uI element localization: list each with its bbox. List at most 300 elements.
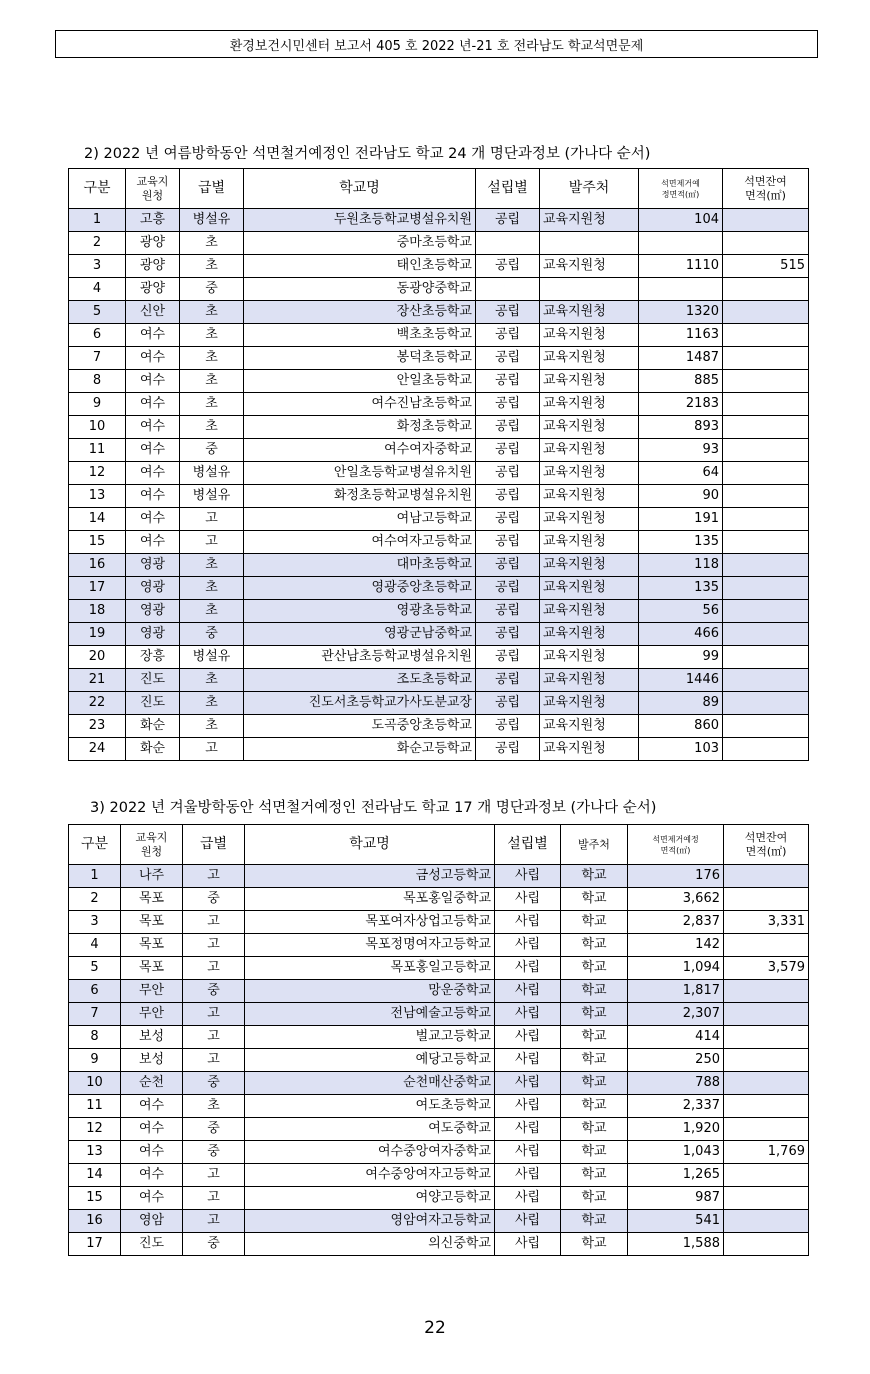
cell-no: 3 [69, 255, 126, 278]
cell-grade: 고 [183, 1049, 245, 1072]
cell-grade: 고 [183, 1164, 245, 1187]
cell-remain: 1,769 [724, 1141, 809, 1164]
cell-area: 2183 [639, 393, 723, 416]
cell-office: 여수 [126, 416, 180, 439]
cell-no: 10 [69, 416, 126, 439]
cell-type: 사립 [495, 1187, 561, 1210]
cell-no: 5 [69, 301, 126, 324]
cell-remain [723, 531, 809, 554]
cell-school: 화순고등학교 [244, 738, 476, 761]
cell-remain [724, 1026, 809, 1049]
cell-area: 1,588 [628, 1233, 724, 1256]
col-client-header: 발주처 [561, 825, 628, 865]
table-row [69, 646, 809, 669]
col-grade-header: 급별 [183, 825, 245, 865]
cell-school: 전남예술고등학교 [245, 1003, 495, 1026]
cell-type: 사립 [495, 934, 561, 957]
cell-school: 여남고등학교 [244, 508, 476, 531]
cell-client [540, 232, 639, 255]
cell-area: 99 [639, 646, 723, 669]
cell-grade: 중 [183, 888, 245, 911]
cell-grade: 초 [180, 370, 244, 393]
cell-school: 벌교고등학교 [245, 1026, 495, 1049]
cell-remain [724, 865, 809, 888]
cell-client: 교육지원청 [540, 715, 639, 738]
cell-grade: 고 [183, 1026, 245, 1049]
cell-office: 보성 [121, 1026, 183, 1049]
cell-type: 사립 [495, 1072, 561, 1095]
cell-client: 학교 [561, 1187, 628, 1210]
cell-grade: 초 [180, 301, 244, 324]
cell-school: 망운중학교 [245, 980, 495, 1003]
cell-area: 2,337 [628, 1095, 724, 1118]
cell-type: 공립 [476, 669, 540, 692]
cell-grade: 고 [183, 1003, 245, 1026]
cell-grade: 고 [180, 738, 244, 761]
cell-no: 19 [69, 623, 126, 646]
table-row [69, 980, 809, 1003]
cell-school: 안일초등학교병설유치원 [244, 462, 476, 485]
table-row [69, 669, 809, 692]
cell-office: 화순 [126, 715, 180, 738]
cell-school: 장산초등학교 [244, 301, 476, 324]
cell-office: 여수 [121, 1141, 183, 1164]
cell-school: 여양고등학교 [245, 1187, 495, 1210]
cell-area: 90 [639, 485, 723, 508]
col-type-header: 설립별 [476, 169, 540, 209]
cell-client: 학교 [561, 980, 628, 1003]
cell-no: 12 [69, 462, 126, 485]
table-row [69, 485, 809, 508]
cell-area: 176 [628, 865, 724, 888]
cell-grade: 초 [180, 416, 244, 439]
cell-client: 학교 [561, 957, 628, 980]
cell-type: 사립 [495, 980, 561, 1003]
table-row [69, 554, 809, 577]
cell-area: 1,920 [628, 1118, 724, 1141]
cell-school: 여수여자중학교 [244, 439, 476, 462]
cell-office: 광양 [126, 255, 180, 278]
cell-no: 4 [69, 278, 126, 301]
cell-type: 공립 [476, 416, 540, 439]
cell-office: 고흥 [126, 209, 180, 232]
table-row [69, 278, 809, 301]
table-row [69, 1049, 809, 1072]
cell-no: 9 [69, 393, 126, 416]
cell-client: 학교 [561, 1003, 628, 1026]
cell-no: 7 [69, 1003, 121, 1026]
cell-remain [723, 577, 809, 600]
cell-school: 여도중학교 [245, 1118, 495, 1141]
cell-office: 여수 [126, 462, 180, 485]
cell-type: 공립 [476, 324, 540, 347]
cell-no: 3 [69, 911, 121, 934]
cell-grade: 초 [180, 232, 244, 255]
cell-grade: 고 [183, 911, 245, 934]
table-row [69, 393, 809, 416]
cell-client: 교육지원청 [540, 209, 639, 232]
cell-area: 414 [628, 1026, 724, 1049]
cell-school: 화정초등학교 [244, 416, 476, 439]
cell-school: 대마초등학교 [244, 554, 476, 577]
cell-remain [723, 646, 809, 669]
cell-client: 교육지원청 [540, 738, 639, 761]
cell-school: 영광중앙초등학교 [244, 577, 476, 600]
cell-client: 교육지원청 [540, 646, 639, 669]
cell-office: 여수 [121, 1118, 183, 1141]
cell-remain [723, 554, 809, 577]
cell-no: 11 [69, 439, 126, 462]
cell-school: 여도초등학교 [245, 1095, 495, 1118]
cell-type: 사립 [495, 1233, 561, 1256]
cell-type: 공립 [476, 255, 540, 278]
cell-no: 24 [69, 738, 126, 761]
cell-client: 학교 [561, 1164, 628, 1187]
cell-office: 목포 [121, 911, 183, 934]
cell-remain [723, 278, 809, 301]
table-row [69, 1095, 809, 1118]
table-row [69, 324, 809, 347]
table-row [69, 1164, 809, 1187]
cell-area: 89 [639, 692, 723, 715]
table-row [69, 888, 809, 911]
cell-school: 두원초등학교병설유치원 [244, 209, 476, 232]
cell-remain [723, 738, 809, 761]
cell-client: 학교 [561, 1095, 628, 1118]
cell-type: 공립 [476, 738, 540, 761]
cell-type: 공립 [476, 347, 540, 370]
cell-office: 장흥 [126, 646, 180, 669]
cell-area: 103 [639, 738, 723, 761]
cell-grade: 중 [180, 623, 244, 646]
cell-client: 학교 [561, 1210, 628, 1233]
table-row [69, 577, 809, 600]
cell-no: 12 [69, 1118, 121, 1141]
cell-remain: 3,579 [724, 957, 809, 980]
cell-school: 여수중앙여자고등학교 [245, 1164, 495, 1187]
cell-office: 여수 [126, 370, 180, 393]
cell-school: 태인초등학교 [244, 255, 476, 278]
cell-school: 순천매산중학교 [245, 1072, 495, 1095]
table-row [69, 531, 809, 554]
cell-grade: 초 [180, 255, 244, 278]
report-header-text: 환경보건시민센터 보고서 405 호 2022 년-21 호 전라남도 학교석면문제 [229, 38, 644, 54]
cell-no: 8 [69, 1026, 121, 1049]
table-row [69, 1233, 809, 1256]
col-remain-header: 석면잔여 면적(㎡) [723, 169, 809, 209]
cell-remain [723, 347, 809, 370]
cell-grade: 중 [183, 1072, 245, 1095]
cell-area: 250 [628, 1049, 724, 1072]
cell-area: 1,094 [628, 957, 724, 980]
table-row [69, 508, 809, 531]
cell-grade: 고 [183, 957, 245, 980]
cell-remain [723, 232, 809, 255]
cell-remain [724, 1210, 809, 1233]
cell-office: 영광 [126, 554, 180, 577]
cell-remain [723, 692, 809, 715]
cell-client: 교육지원청 [540, 439, 639, 462]
cell-office: 보성 [121, 1049, 183, 1072]
cell-client: 교육지원청 [540, 508, 639, 531]
cell-area: 135 [639, 531, 723, 554]
cell-type: 공립 [476, 600, 540, 623]
table-row [69, 209, 809, 232]
cell-no: 1 [69, 865, 121, 888]
cell-school: 관산남초등학교병설유치원 [244, 646, 476, 669]
table-row [69, 1072, 809, 1095]
cell-remain [723, 416, 809, 439]
cell-office: 목포 [121, 888, 183, 911]
cell-area: 788 [628, 1072, 724, 1095]
cell-grade: 고 [183, 865, 245, 888]
cell-school: 목포홍일고등학교 [245, 957, 495, 980]
cell-no: 15 [69, 1187, 121, 1210]
cell-office: 목포 [121, 957, 183, 980]
table-row [69, 416, 809, 439]
cell-no: 16 [69, 1210, 121, 1233]
col-office-header: 교육지 원청 [126, 169, 180, 209]
cell-client: 교육지원청 [540, 692, 639, 715]
cell-type: 공립 [476, 715, 540, 738]
cell-school: 목포홍일중학교 [245, 888, 495, 911]
cell-school: 봉덕초등학교 [244, 347, 476, 370]
table-row [69, 1187, 809, 1210]
cell-type: 사립 [495, 1049, 561, 1072]
summer-removal-table [68, 168, 809, 761]
cell-school: 중마초등학교 [244, 232, 476, 255]
cell-area: 893 [639, 416, 723, 439]
table-row [69, 865, 809, 888]
cell-grade: 병설유 [180, 209, 244, 232]
cell-client: 교육지원청 [540, 531, 639, 554]
cell-remain [723, 462, 809, 485]
cell-remain [724, 934, 809, 957]
cell-school: 여수중앙여자중학교 [245, 1141, 495, 1164]
cell-school: 화정초등학교병설유치원 [244, 485, 476, 508]
cell-remain [724, 1095, 809, 1118]
cell-grade: 중 [180, 439, 244, 462]
cell-office: 여수 [126, 485, 180, 508]
cell-school: 조도초등학교 [244, 669, 476, 692]
cell-no: 23 [69, 715, 126, 738]
cell-area [639, 278, 723, 301]
cell-remain: 3,331 [724, 911, 809, 934]
cell-grade: 초 [180, 324, 244, 347]
cell-remain [723, 370, 809, 393]
cell-office: 여수 [126, 324, 180, 347]
cell-remain [724, 1233, 809, 1256]
section3-title: 3) 2022 년 겨울방학동안 석면철거예정인 전라남도 학교 17 개 명단과정보 (가나다 순서) [90, 800, 657, 816]
cell-client: 교육지원청 [540, 416, 639, 439]
cell-office: 나주 [121, 865, 183, 888]
cell-grade: 초 [180, 692, 244, 715]
cell-type: 공립 [476, 301, 540, 324]
cell-client: 교육지원청 [540, 600, 639, 623]
cell-grade: 중 [180, 278, 244, 301]
cell-office: 여수 [121, 1187, 183, 1210]
cell-school: 영암여자고등학교 [245, 1210, 495, 1233]
cell-client: 학교 [561, 1118, 628, 1141]
cell-area: 104 [639, 209, 723, 232]
cell-type: 사립 [495, 957, 561, 980]
cell-grade: 초 [183, 1095, 245, 1118]
cell-client: 교육지원청 [540, 485, 639, 508]
table-row [69, 232, 809, 255]
cell-no: 21 [69, 669, 126, 692]
cell-school: 안일초등학교 [244, 370, 476, 393]
cell-grade: 초 [180, 554, 244, 577]
col-no-header: 구분 [69, 169, 126, 209]
cell-client: 교육지원청 [540, 347, 639, 370]
cell-no: 8 [69, 370, 126, 393]
cell-office: 여수 [121, 1095, 183, 1118]
cell-client: 교육지원청 [540, 623, 639, 646]
cell-client: 학교 [561, 1141, 628, 1164]
table-row [69, 1026, 809, 1049]
cell-grade: 병설유 [180, 485, 244, 508]
cell-office: 진도 [121, 1233, 183, 1256]
table-row [69, 911, 809, 934]
cell-grade: 중 [183, 980, 245, 1003]
cell-client: 학교 [561, 1072, 628, 1095]
cell-school: 금성고등학교 [245, 865, 495, 888]
cell-grade: 초 [180, 600, 244, 623]
page-number: 22 [424, 1318, 446, 1338]
cell-remain: 515 [723, 255, 809, 278]
cell-client: 학교 [561, 1026, 628, 1049]
cell-remain [724, 1003, 809, 1026]
cell-no: 16 [69, 554, 126, 577]
cell-office: 여수 [126, 393, 180, 416]
col-area-header: 석면제거예정 면적(㎡) [628, 825, 724, 865]
cell-no: 2 [69, 888, 121, 911]
cell-school: 의신중학교 [245, 1233, 495, 1256]
cell-grade: 병설유 [180, 462, 244, 485]
cell-remain [723, 715, 809, 738]
cell-type: 공립 [476, 439, 540, 462]
cell-client: 교육지원청 [540, 393, 639, 416]
cell-no: 17 [69, 577, 126, 600]
cell-school: 여수진남초등학교 [244, 393, 476, 416]
cell-client [540, 278, 639, 301]
cell-school: 동광양중학교 [244, 278, 476, 301]
cell-type: 공립 [476, 646, 540, 669]
table-row [69, 957, 809, 980]
col-grade-header: 급별 [180, 169, 244, 209]
cell-area: 118 [639, 554, 723, 577]
cell-client: 교육지원청 [540, 370, 639, 393]
cell-no: 9 [69, 1049, 121, 1072]
cell-client: 교육지원청 [540, 324, 639, 347]
cell-grade: 초 [180, 715, 244, 738]
cell-type: 사립 [495, 1118, 561, 1141]
cell-type: 공립 [476, 462, 540, 485]
report-header [55, 30, 818, 58]
cell-area: 142 [628, 934, 724, 957]
cell-office: 여수 [126, 508, 180, 531]
col-type-header: 설립별 [495, 825, 561, 865]
cell-no: 17 [69, 1233, 121, 1256]
cell-area: 191 [639, 508, 723, 531]
cell-type: 공립 [476, 393, 540, 416]
cell-school: 진도서초등학교가사도분교장 [244, 692, 476, 715]
cell-area: 2,837 [628, 911, 724, 934]
cell-remain [724, 1118, 809, 1141]
cell-no: 5 [69, 957, 121, 980]
cell-office: 신안 [126, 301, 180, 324]
cell-remain [723, 485, 809, 508]
cell-type: 공립 [476, 508, 540, 531]
cell-office: 무안 [121, 1003, 183, 1026]
col-school-header: 학교명 [244, 169, 476, 209]
cell-grade: 병설유 [180, 646, 244, 669]
cell-area: 1,043 [628, 1141, 724, 1164]
col-school-header: 학교명 [245, 825, 495, 865]
cell-grade: 고 [183, 934, 245, 957]
cell-school: 백초초등학교 [244, 324, 476, 347]
cell-remain [724, 1072, 809, 1095]
cell-office: 영광 [126, 600, 180, 623]
cell-area: 1163 [639, 324, 723, 347]
cell-client: 학교 [561, 1049, 628, 1072]
cell-remain [723, 324, 809, 347]
table-row [69, 715, 809, 738]
cell-office: 목포 [121, 934, 183, 957]
cell-type [476, 232, 540, 255]
cell-no: 15 [69, 531, 126, 554]
section2-title: 2) 2022 년 여름방학동안 석면철거예정인 전라남도 학교 24 개 명단과정보 (가나다 순서) [84, 146, 651, 162]
table-header-row [69, 825, 809, 865]
cell-office: 광양 [126, 232, 180, 255]
cell-no: 4 [69, 934, 121, 957]
cell-area: 1487 [639, 347, 723, 370]
cell-client: 교육지원청 [540, 255, 639, 278]
cell-area: 64 [639, 462, 723, 485]
table-header-row [69, 169, 809, 209]
cell-office: 영암 [121, 1210, 183, 1233]
cell-school: 도곡중앙초등학교 [244, 715, 476, 738]
cell-office: 진도 [126, 692, 180, 715]
cell-client: 교육지원청 [540, 669, 639, 692]
cell-grade: 고 [180, 531, 244, 554]
cell-area: 1320 [639, 301, 723, 324]
cell-no: 1 [69, 209, 126, 232]
cell-office: 여수 [126, 439, 180, 462]
cell-client: 교육지원청 [540, 301, 639, 324]
cell-no: 22 [69, 692, 126, 715]
cell-remain [723, 508, 809, 531]
cell-no: 14 [69, 508, 126, 531]
cell-type: 사립 [495, 1141, 561, 1164]
cell-client: 교육지원청 [540, 577, 639, 600]
cell-area: 1,265 [628, 1164, 724, 1187]
table-row [69, 255, 809, 278]
cell-type: 사립 [495, 1210, 561, 1233]
cell-client: 학교 [561, 934, 628, 957]
winter-removal-table [68, 824, 809, 1256]
cell-remain [723, 600, 809, 623]
cell-type: 사립 [495, 888, 561, 911]
cell-remain [723, 209, 809, 232]
cell-grade: 중 [183, 1233, 245, 1256]
cell-no: 6 [69, 324, 126, 347]
cell-type: 사립 [495, 1026, 561, 1049]
cell-no: 2 [69, 232, 126, 255]
table-row [69, 370, 809, 393]
cell-type: 사립 [495, 865, 561, 888]
table-row [69, 738, 809, 761]
